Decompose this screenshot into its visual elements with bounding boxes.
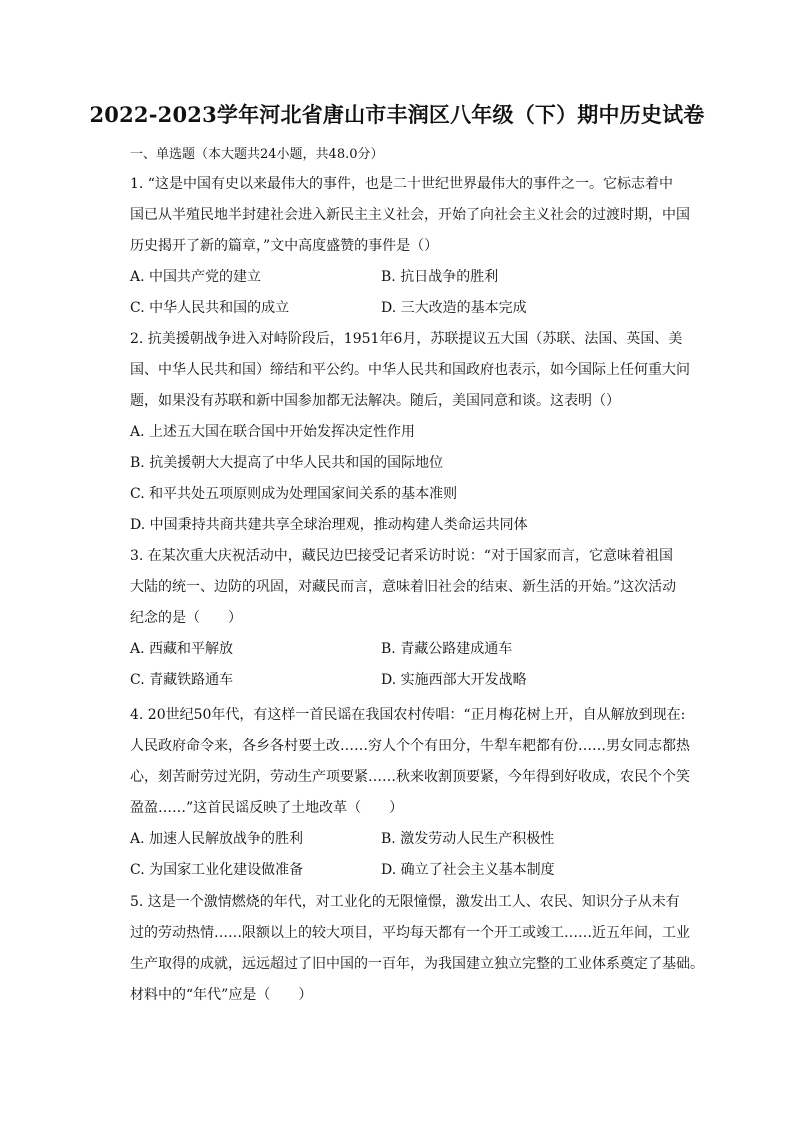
question-text-line: 题，如果没有苏联和新中国参加都无法解决。随后，美国同意和谈。这表明（） — [130, 393, 620, 409]
option-a: A. 加速人民解放战争的胜利 — [130, 831, 304, 847]
option-d: D. 实施西部大开发战略 — [381, 672, 527, 688]
question-4 — [130, 700, 690, 886]
option-a: A. 上述五大国在联合国中开始发挥决定性作用 — [130, 424, 416, 440]
options-row — [130, 665, 690, 696]
option-b: B. 抗美援朝大大提高了中华人民共和国的国际地位 — [130, 455, 444, 471]
options-row — [130, 824, 690, 855]
question-text-line: 5. 这是一个激情燃烧的年代，对工业化的无限憧憬，激发出工人、农民、知识分子从未有 — [130, 894, 680, 910]
options-row — [130, 262, 690, 293]
question-text-line: 过的劳动热情……限额以上的较大项目，平均每天都有一个开工或竣工……近五年间，工业 — [130, 925, 690, 941]
question-text-line: 历史揭开了新的篇章，”文中高度盛赞的事件是（） — [130, 238, 439, 254]
question-text-line: 国已从半殖民地半封建社会进入新民主主义社会，开始了向社会主义社会的过渡时期，中国 — [130, 207, 690, 223]
option-d: D. 三大改造的基本完成 — [381, 300, 527, 316]
options-row — [130, 855, 690, 886]
question-text-line: 1. “这是中国有史以来最伟大的事件，也是二十世纪世界最伟大的事件之一。它标志着中 — [130, 176, 673, 192]
option-b: B. 青藏公路建成通车 — [381, 641, 513, 657]
question-text-line: 大陆的统一、边防的巩固，对藏民而言，意味着旧社会的结束、新生活的开始。”这次活动 — [130, 579, 677, 595]
question-text-line: 纪念的是（ ） — [130, 610, 242, 626]
option-c: C. 和平共处五项原则成为处理国家间关系的基本准则 — [130, 486, 458, 502]
question-5 — [130, 887, 704, 1011]
options-row — [130, 293, 690, 324]
question-text-line: 人民政府命令来，各乡各村要土改……穷人个个有田分，牛犁车耙都有份……男女同志都热 — [130, 738, 690, 754]
section-heading: 一、单选题（本大题共24小题，共48.0分） — [130, 147, 384, 162]
question-text-line: 材料中的“年代”应是（ ） — [130, 987, 313, 1003]
question-text-line: 心，刻苦耐劳过光阴，劳动生产项要紧……秋来收割顶要紧，今年得到好收成，农民个个笑 — [130, 769, 690, 785]
option-b: B. 激发劳动人民生产积极性 — [381, 831, 555, 847]
option-c: C. 青藏铁路通车 — [130, 672, 234, 688]
option-a: A. 西藏和平解放 — [130, 641, 234, 657]
question-1 — [130, 169, 690, 324]
question-text-line: 2. 抗美援朝战争进入对峙阶段后，1951年6月，苏联提议五大国（苏联、法国、英国、美 — [130, 331, 683, 347]
question-3 — [130, 541, 690, 696]
question-2 — [130, 324, 690, 541]
question-text-line: 生产取得的成就，远远超过了旧中国的一百年，为我国建立独立完整的工业体系奠定了基础。 — [130, 956, 704, 972]
option-a: A. 中国共产党的建立 — [130, 269, 262, 285]
question-text-line: 4. 20世纪50年代，有这样一首民谣在我国农村传唱：“正月梅花树上开，自从解放到现在: — [130, 707, 686, 723]
question-text-line: 国、中华人民共和国）缔结和平公约。中华人民共和国政府也表示，如今国际上任何重大问 — [130, 362, 690, 378]
page-title: 2022-2023学年河北省唐山市丰润区八年级（下）期中历史试卷 — [89, 102, 705, 127]
option-c: C. 为国家工业化建设做准备 — [130, 862, 304, 878]
option-b: B. 抗日战争的胜利 — [381, 269, 499, 285]
option-c: C. 中华人民共和国的成立 — [130, 300, 290, 316]
options-row — [130, 634, 690, 665]
option-d: D. 确立了社会主义基本制度 — [381, 862, 555, 878]
question-text-line: 盈盈……”这首民谣反映了土地改革（ ） — [130, 800, 404, 816]
option-d: D. 中国秉持共商共建共享全球治理观，推动构建人类命运共同体 — [130, 517, 528, 533]
question-text-line: 3. 在某次重大庆祝活动中，藏民边巴接受记者采访时说：“对于国家而言，它意味着祖国 — [130, 548, 673, 564]
